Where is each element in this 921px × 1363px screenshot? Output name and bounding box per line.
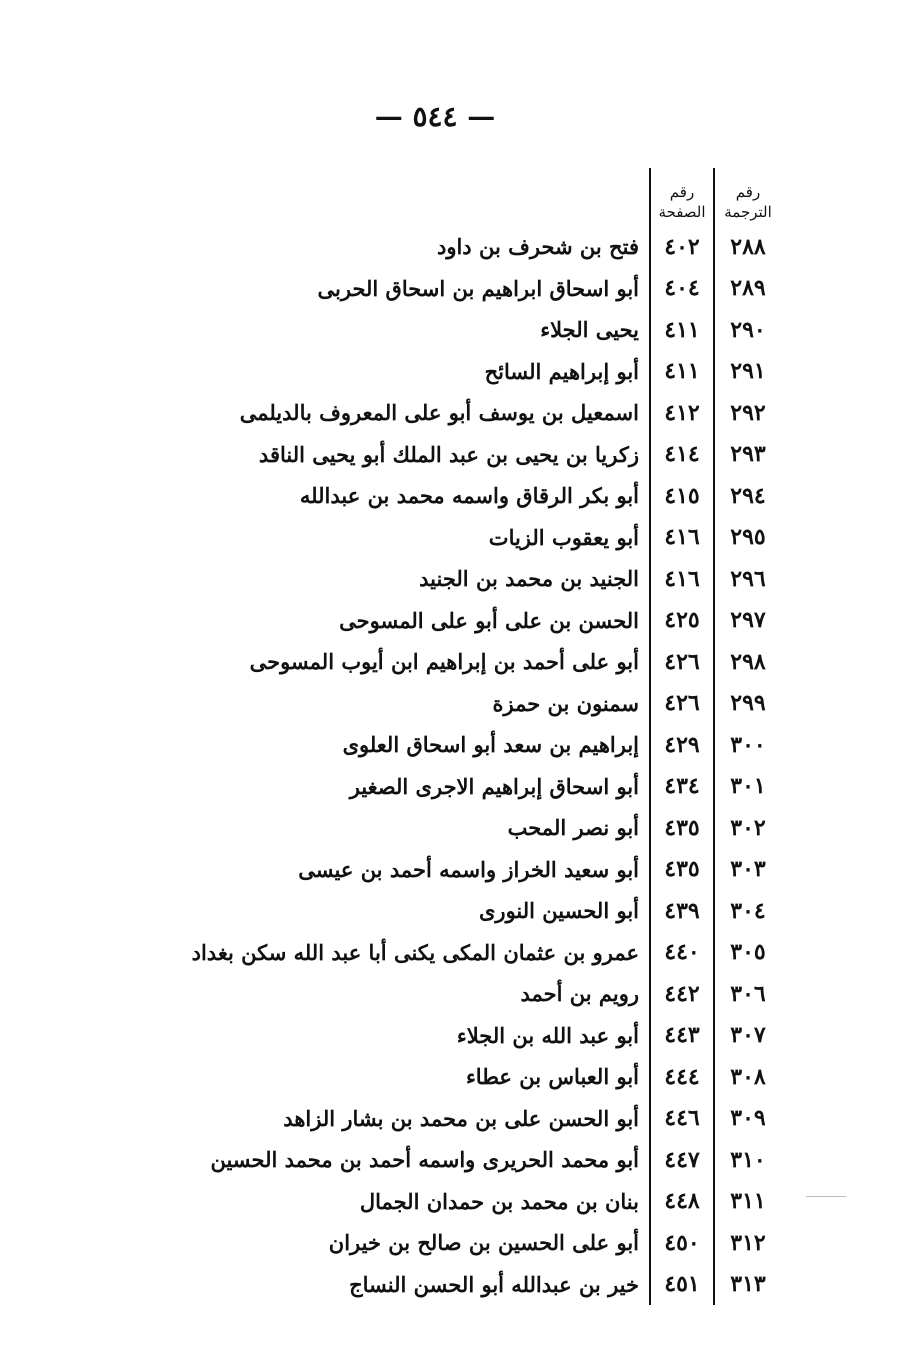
page-number-cell: ٤٠٢	[649, 226, 713, 268]
table-row	[221, 434, 781, 476]
bio-number: ٣١٠	[713, 1139, 781, 1181]
page-number-cell: ٤٣٤	[649, 766, 713, 808]
person-name: أبو العباس بن عطاء	[465, 1064, 639, 1090]
page-number-cell: ٤٠٤	[649, 268, 713, 310]
person-name: أبو إبراهيم السائح	[484, 358, 639, 384]
bio-number: ٣٠١	[713, 766, 781, 808]
page-number-cell: ٤٥٠	[649, 1222, 713, 1264]
bio-number: ٢٩٢	[713, 392, 781, 434]
bio-number: ٢٩٦	[713, 558, 781, 600]
person-name: أبو سعيد الخراز واسمه أحمد بن عيسى	[298, 856, 639, 882]
bio-number: ٣٠٣	[713, 849, 781, 891]
page-number-header	[649, 168, 713, 226]
index-table	[191, 168, 781, 1305]
page-number-header-line-2: الصفحة	[658, 202, 706, 221]
page-number-cell: ٤٤٧	[649, 1139, 713, 1181]
bio-number: ٢٩٣	[713, 434, 781, 476]
bio-number: ٣٠٤	[713, 890, 781, 932]
person-name: أبو الحسين النورى	[479, 898, 639, 924]
table-row	[221, 226, 781, 268]
bio-number: ٢٩٥	[713, 517, 781, 559]
page-number-cell: ٤٤٤	[649, 1056, 713, 1098]
page-number-cell: ٤١٥	[649, 475, 713, 517]
table-row	[221, 683, 781, 725]
table-row	[221, 1015, 781, 1057]
table-row	[221, 973, 781, 1015]
bio-number: ٣١٣	[713, 1264, 781, 1306]
bio-number: ٢٩٨	[713, 641, 781, 683]
bio-number: ٢٨٨	[713, 226, 781, 268]
person-name: الجنيد بن محمد بن الجنيد	[419, 566, 639, 592]
page-number-cell: ٤٢٦	[649, 683, 713, 725]
table-row	[221, 517, 781, 559]
person-name: بنان بن محمد بن حمدان الجمال	[359, 1188, 639, 1214]
table-row	[221, 1222, 781, 1264]
bio-number-header-line-2: الترجمة	[724, 202, 772, 221]
bio-number: ٢٩٠	[713, 309, 781, 351]
person-name: أبو نصر المحب	[507, 815, 639, 841]
page-number: — ٥٤٤ —	[374, 100, 496, 133]
bio-number: ٣١٢	[713, 1222, 781, 1264]
table-row	[221, 724, 781, 766]
page-number-cell: ٤٣٩	[649, 890, 713, 932]
table-row	[221, 475, 781, 517]
page-number-cell: ٤٣٥	[649, 849, 713, 891]
page-number-cell: ٤١٢	[649, 392, 713, 434]
page-number-cell: ٤٤٣	[649, 1015, 713, 1057]
bio-number-header	[713, 168, 781, 226]
table-row	[221, 641, 781, 683]
person-name: أبو اسحاق إبراهيم الاجرى الصغير	[349, 773, 639, 799]
bio-number: ٣٠٨	[713, 1056, 781, 1098]
table-row	[221, 890, 781, 932]
bio-number: ٢٩٧	[713, 600, 781, 642]
table-row	[221, 807, 781, 849]
page-number-cell: ٤٢٦	[649, 641, 713, 683]
bio-number: ٣٠٦	[713, 973, 781, 1015]
person-name: إبراهيم بن سعد أبو اسحاق العلوى	[342, 732, 639, 758]
page-number-cell: ٤٣٥	[649, 807, 713, 849]
page-number-cell: ٤٤٢	[649, 973, 713, 1015]
person-name: أبو الحسن على بن محمد بن بشار الزاهد	[283, 1105, 639, 1131]
table-row	[221, 1181, 781, 1223]
table-header	[221, 168, 781, 226]
person-name: أبو بكر الرقاق واسمه محمد بن عبدالله	[299, 483, 639, 509]
table-row	[221, 600, 781, 642]
bio-number: ٢٩١	[713, 351, 781, 393]
table-row	[221, 1098, 781, 1140]
table-row	[221, 558, 781, 600]
table-row	[221, 268, 781, 310]
page-number-cell: ٤٥١	[649, 1264, 713, 1306]
table-row	[210, 1139, 781, 1181]
person-name: الحسن بن على أبو على المسوحى	[339, 607, 639, 633]
bio-number: ٢٨٩	[713, 268, 781, 310]
person-name: زكريا بن يحيى بن عبد الملك أبو يحيى الناقد	[258, 441, 639, 467]
page-number-cell: ٤١١	[649, 351, 713, 393]
page-number-cell: ٤١٤	[649, 434, 713, 476]
page-number-cell: ٤١٦	[649, 517, 713, 559]
stray-mark	[806, 1196, 846, 1197]
table-row	[221, 351, 781, 393]
table-row	[221, 766, 781, 808]
person-name: عمرو بن عثمان المكى يكنى أبا عبد الله سكن بغداد	[191, 939, 639, 965]
person-name: أبو على الحسين بن صالح بن خيران	[328, 1230, 639, 1256]
person-name: أبو عبد الله بن الجلاء	[456, 1022, 639, 1048]
person-name: خير بن عبدالله أبو الحسن النساج	[349, 1271, 639, 1297]
bio-number: ٣٠٩	[713, 1098, 781, 1140]
page-number-cell: ٤٢٩	[649, 724, 713, 766]
page-number-cell: ٤٤٠	[649, 932, 713, 974]
bio-number: ٢٩٩	[713, 683, 781, 725]
table-body	[191, 226, 781, 1305]
person-name: أبو اسحاق ابراهيم بن اسحاق الحربى	[317, 275, 639, 301]
page-number-cell: ٤٤٦	[649, 1098, 713, 1140]
page-number-cell: ٤١٦	[649, 558, 713, 600]
page-number-cell: ٤٤٨	[649, 1181, 713, 1223]
table-row	[221, 849, 781, 891]
person-name: اسمعيل بن يوسف أبو على المعروف بالديلمى	[239, 400, 639, 426]
bio-number: ٣٠٧	[713, 1015, 781, 1057]
person-name: رويم بن أحمد	[520, 981, 639, 1007]
table-row	[221, 1056, 781, 1098]
person-name: أبو على أحمد بن إبراهيم ابن أيوب المسوحى	[249, 649, 639, 675]
bio-number-header-line-1: رقم	[735, 182, 761, 201]
bio-number: ٣٠٠	[713, 724, 781, 766]
person-name: سمنون بن حمزة	[492, 690, 639, 716]
bio-number: ٣١١	[713, 1181, 781, 1223]
page-number-cell: ٤٢٥	[649, 600, 713, 642]
person-name: أبو يعقوب الزيات	[488, 524, 639, 550]
table-row	[191, 932, 781, 974]
person-name: فتح بن شحرف بن داود	[436, 234, 639, 260]
page-number-cell: ٤١١	[649, 309, 713, 351]
page-number-header-line-1: رقم	[669, 182, 695, 201]
table-row	[221, 392, 781, 434]
table-row	[221, 309, 781, 351]
table-row	[221, 1264, 781, 1306]
bio-number: ٣٠٢	[713, 807, 781, 849]
bio-number: ٣٠٥	[713, 932, 781, 974]
person-name: أبو محمد الحريرى واسمه أحمد بن محمد الحسين	[210, 1147, 639, 1173]
person-name: يحيى الجلاء	[540, 317, 639, 343]
bio-number: ٢٩٤	[713, 475, 781, 517]
